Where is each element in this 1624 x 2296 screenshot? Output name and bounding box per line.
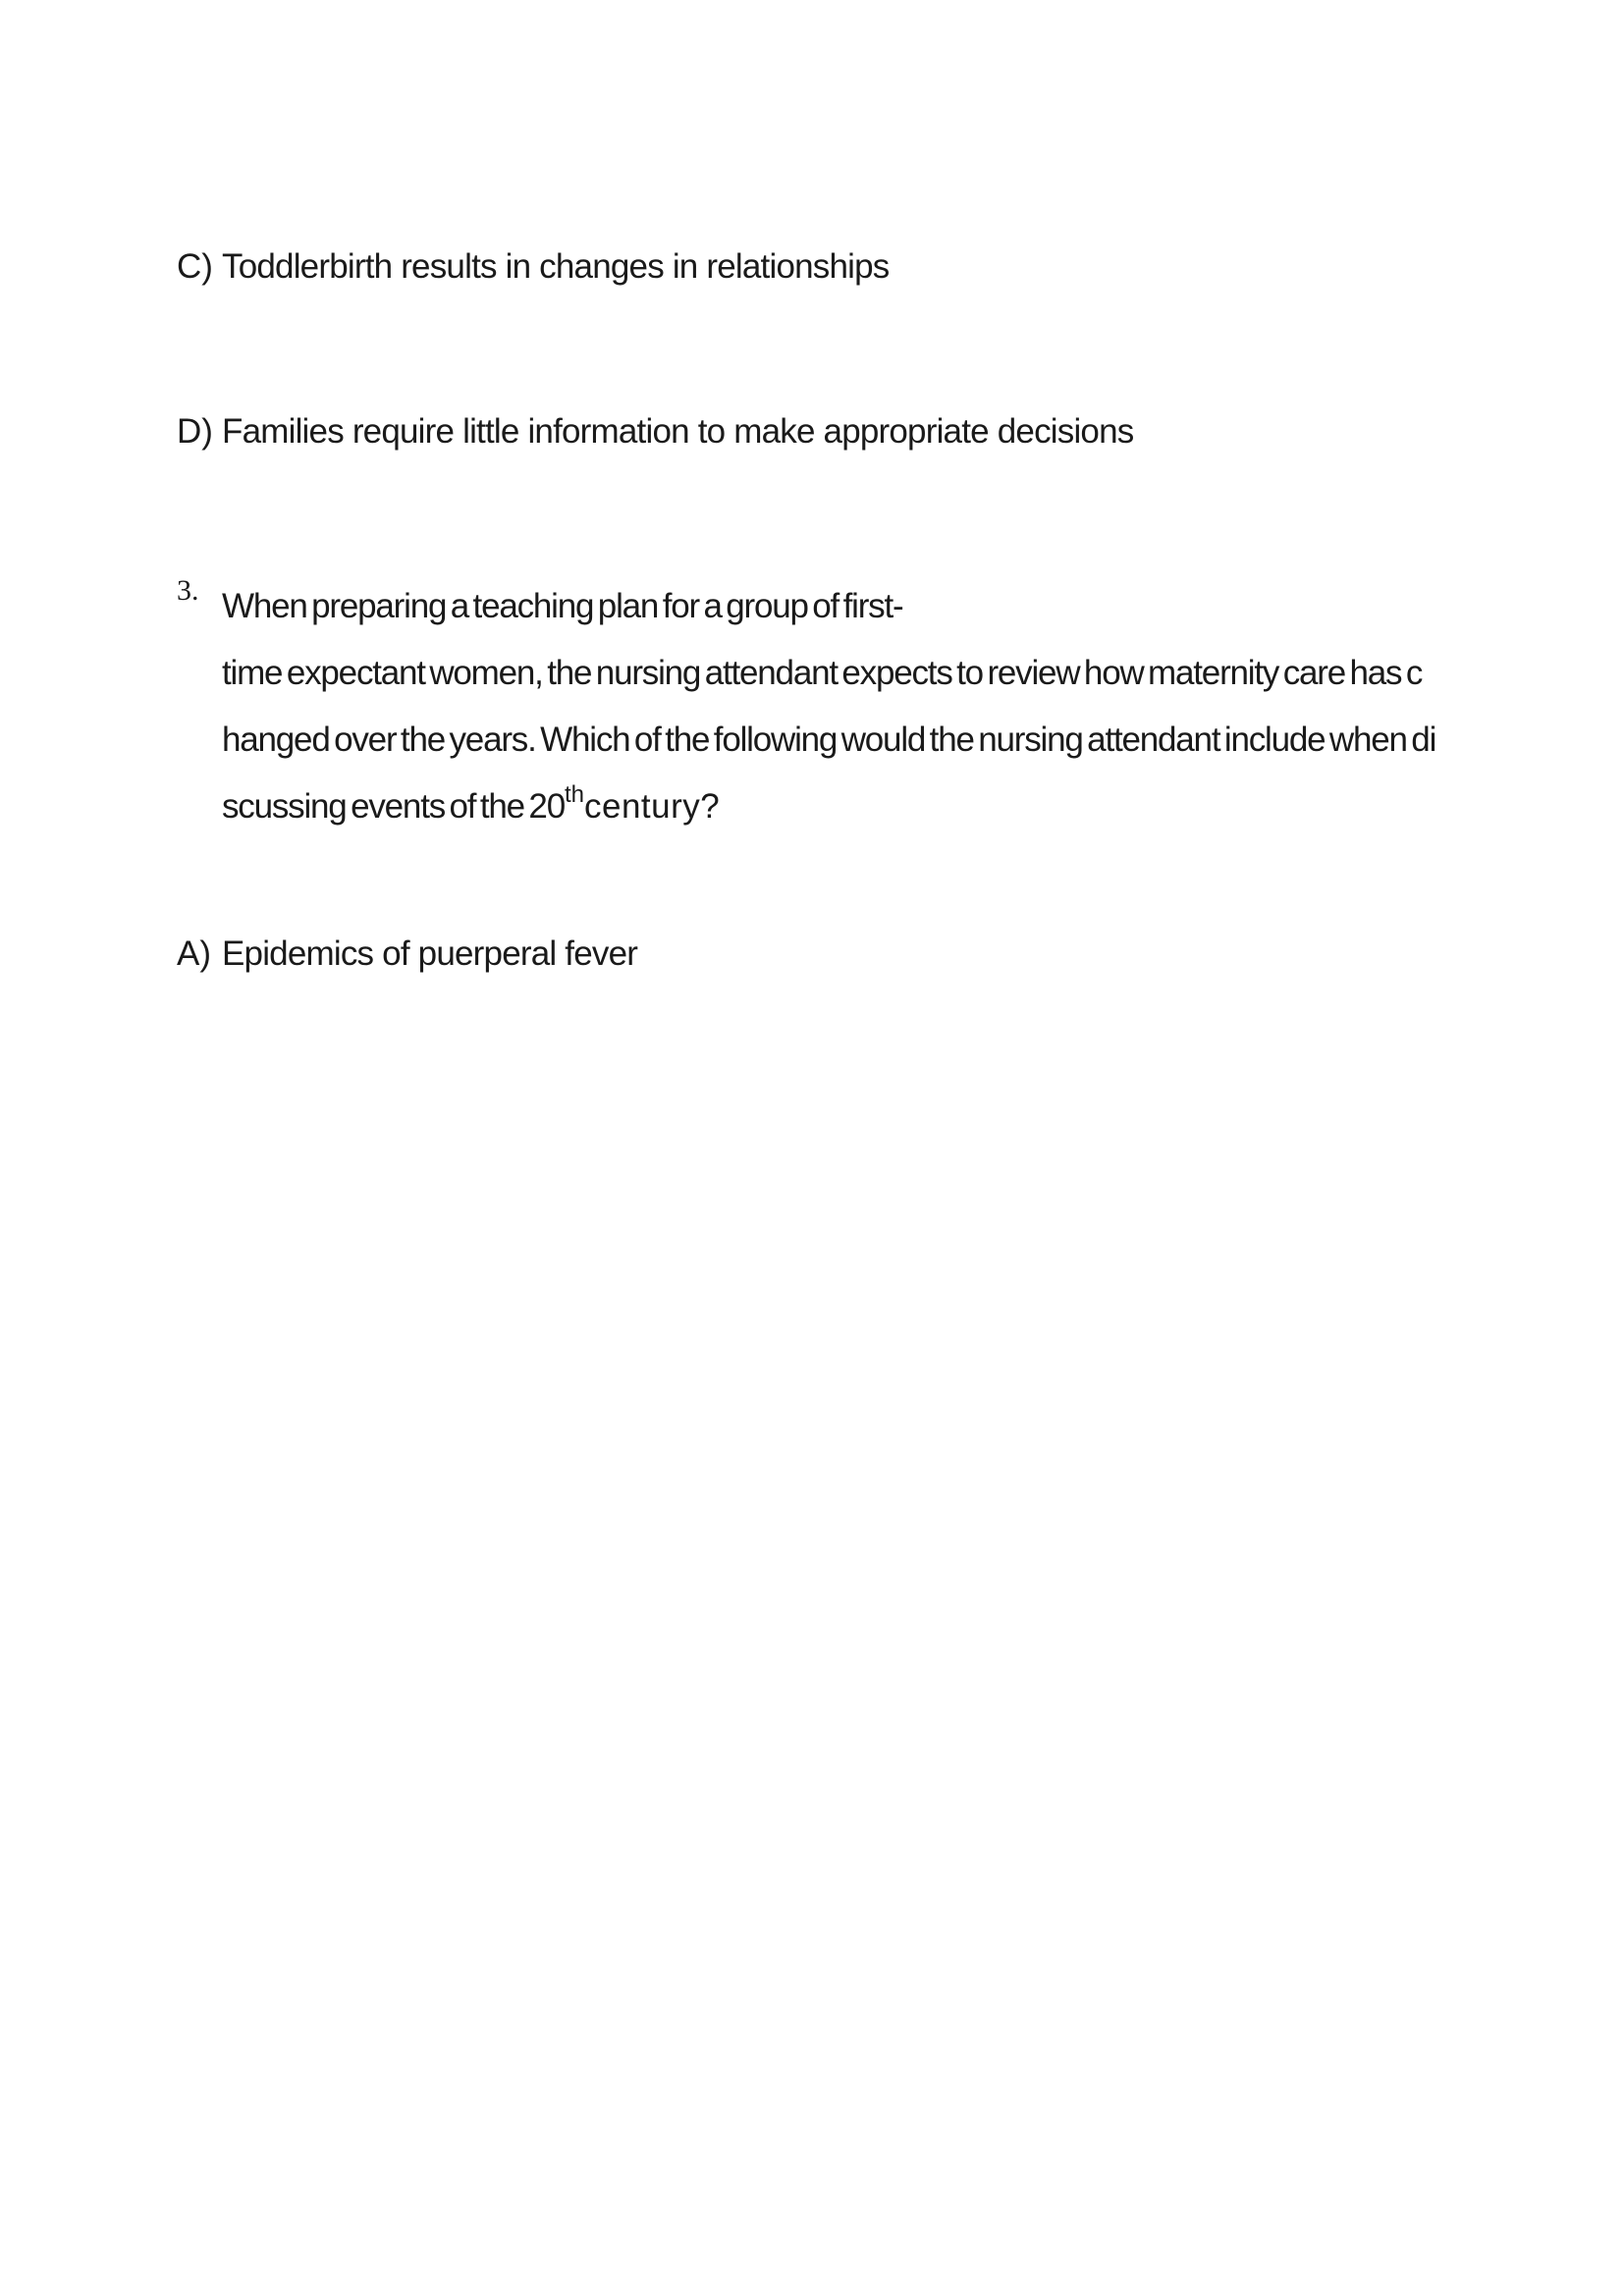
option-letter: C) <box>177 247 213 286</box>
question-text: scussing events of the 20 <box>222 787 565 826</box>
option-text: Epidemics of puerperal fever <box>222 934 638 973</box>
question-stem <box>222 573 1459 840</box>
option-a <box>177 933 637 976</box>
option-letter: D) <box>177 412 213 451</box>
question-line: time expectant women, the nursing attendant expects to review how maternity care has c <box>222 654 1423 692</box>
option-c <box>177 245 890 289</box>
question-number: 3. <box>177 574 199 607</box>
question-line-last <box>222 774 1459 840</box>
option-text: Families require little information to make appropriate decisions <box>222 412 1134 451</box>
superscript: th <box>564 781 584 808</box>
question-line: hanged over the years. Which of the following would the nursing attendant include when di <box>222 721 1436 759</box>
option-letter: A) <box>177 934 211 973</box>
question-line: When preparing a teaching plan for a group of first- <box>222 587 903 625</box>
option-d <box>177 410 1133 454</box>
option-text: Toddlerbirth results in changes in relationships <box>222 247 890 286</box>
question-text: century? <box>583 787 721 826</box>
